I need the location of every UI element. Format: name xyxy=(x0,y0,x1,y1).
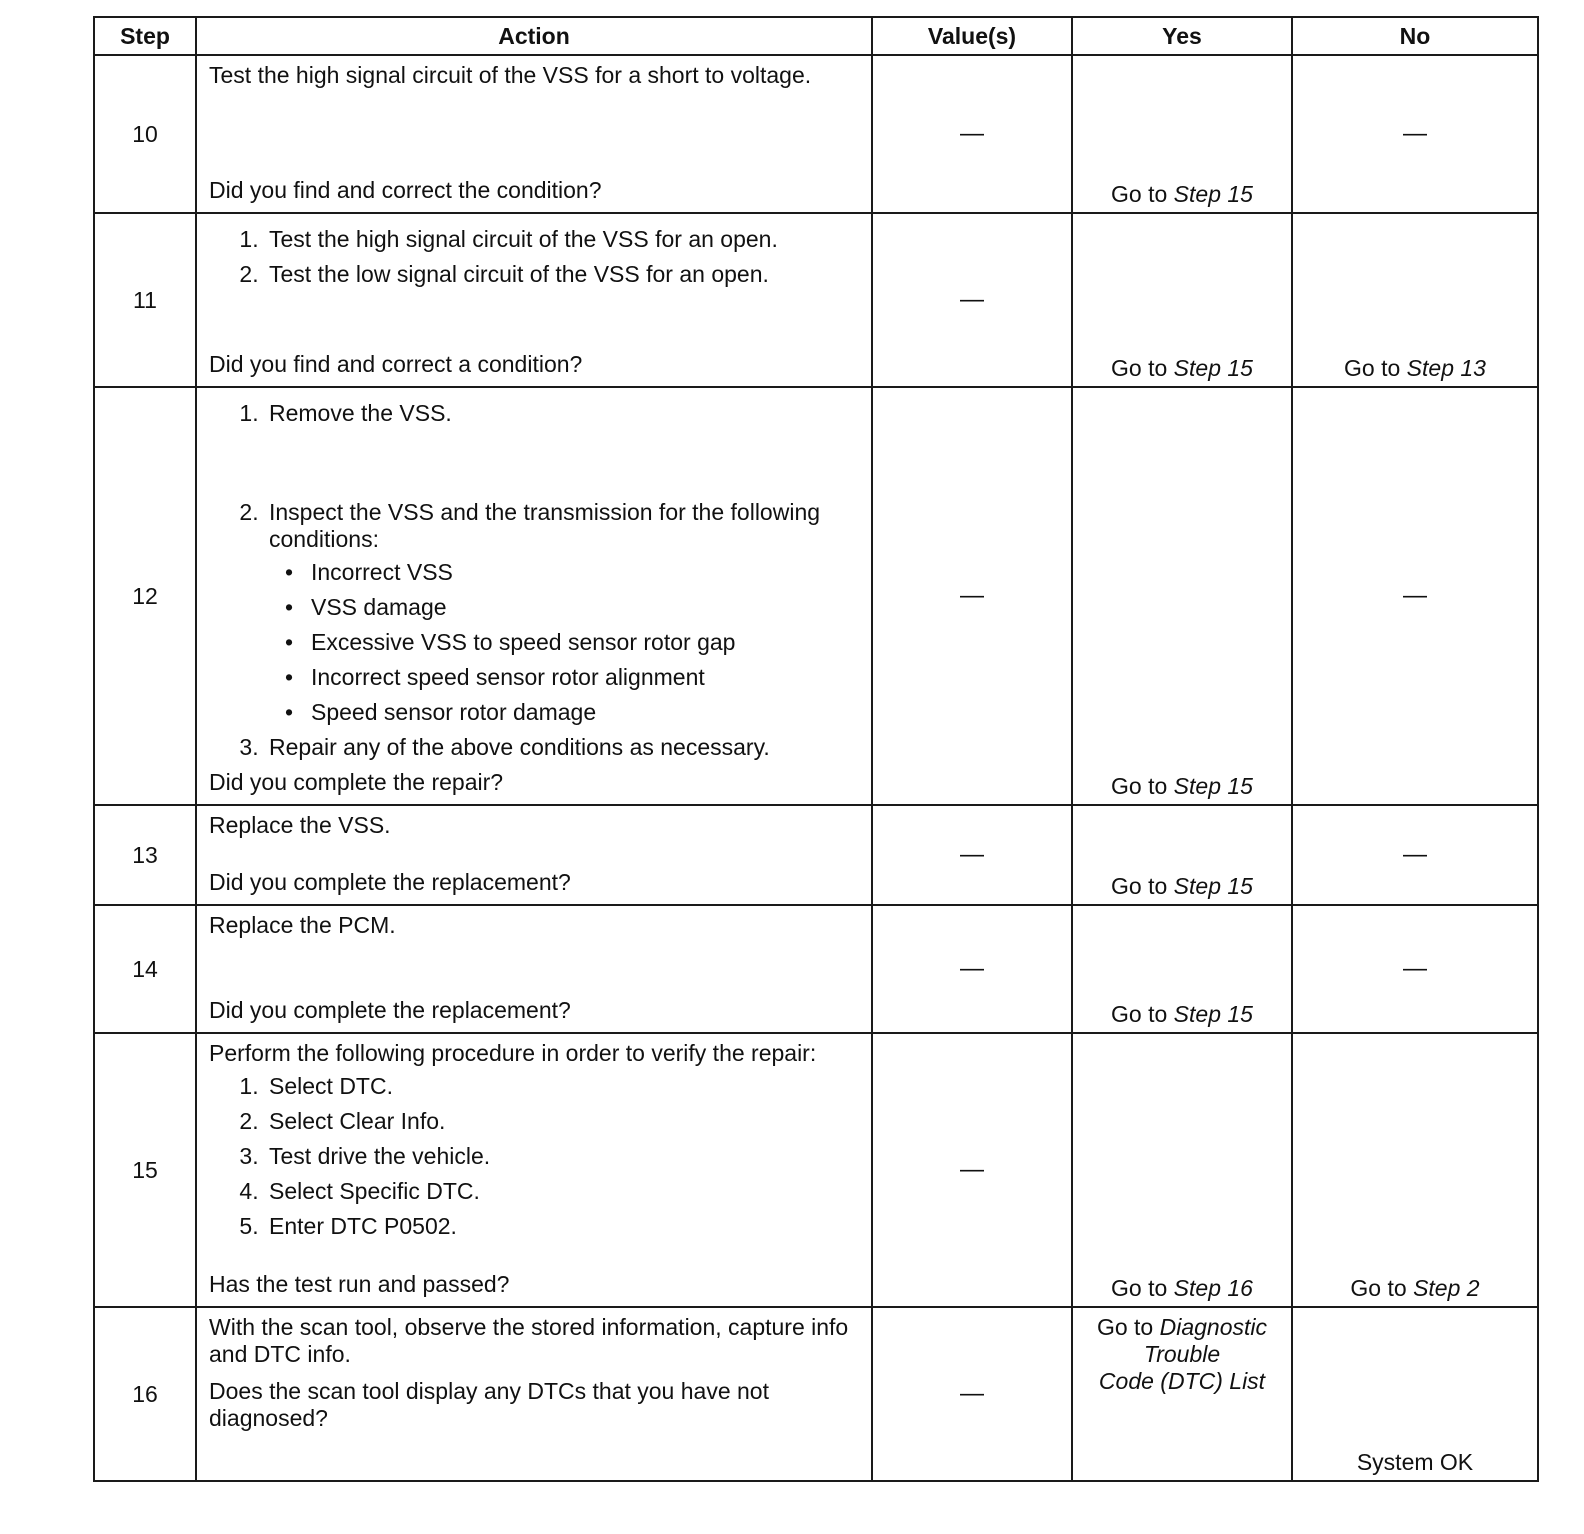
no-prefix: Go to xyxy=(1350,1275,1414,1301)
step-number: 12 xyxy=(94,387,196,805)
table-row-step-11 xyxy=(94,213,1538,387)
condition-item: • Excessive VSS to speed sensor rotor gap xyxy=(307,629,861,656)
list-item: 3. Test drive the vehicle. xyxy=(265,1143,861,1170)
yes-prefix: Go to xyxy=(1096,1314,1160,1340)
values-cell: — xyxy=(872,213,1072,387)
yes-cell[interactable] xyxy=(1072,1307,1292,1481)
condition-item: • Speed sensor rotor damage xyxy=(307,699,861,726)
table-row-step-13 xyxy=(94,805,1538,905)
list-item: 4. Select Specific DTC. xyxy=(265,1178,861,1205)
step-number: 10 xyxy=(94,55,196,213)
step-number: 15 xyxy=(94,1033,196,1307)
action-text: Replace the VSS. xyxy=(209,812,391,838)
no-cell[interactable] xyxy=(1292,1033,1538,1307)
table-row-step-16 xyxy=(94,1307,1538,1481)
yes-prefix: Go to xyxy=(1111,1001,1174,1027)
action-question: Did you find and correct a condition? xyxy=(209,351,583,377)
action-question: Does the scan tool display any DTCs that you have not diagnosed? xyxy=(209,1378,769,1431)
no-cell[interactable] xyxy=(1292,213,1538,387)
list-item: 2. Test the low signal circuit of the VSS for an open. xyxy=(265,261,861,288)
action-text: Replace the PCM. xyxy=(209,912,396,938)
condition-item: • VSS damage xyxy=(307,594,861,621)
action-question: Did you complete the repair? xyxy=(209,769,504,795)
no-cell: System OK xyxy=(1292,1307,1538,1481)
condition-item: • Incorrect VSS xyxy=(307,559,861,586)
action-cell xyxy=(196,805,872,905)
no-cell: — xyxy=(1292,55,1538,213)
action-list xyxy=(209,220,861,296)
header-values: Value(s) xyxy=(872,17,1072,55)
yes-cell[interactable] xyxy=(1072,387,1292,805)
yes-prefix: Go to xyxy=(1111,181,1174,207)
list-item: 5. Enter DTC P0502. xyxy=(265,1213,861,1240)
action-text: Test the high signal circuit of the VSS for a short to voltage. xyxy=(209,62,812,88)
no-prefix: Go to xyxy=(1344,355,1407,381)
yes-link[interactable]: Step 15 xyxy=(1173,355,1253,381)
header-no: No xyxy=(1292,17,1538,55)
table-row-step-15 xyxy=(94,1033,1538,1307)
no-link[interactable]: Step 2 xyxy=(1413,1275,1480,1301)
action-text: Perform the following procedure in order to verify the repair: xyxy=(209,1040,817,1066)
no-cell: — xyxy=(1292,905,1538,1033)
action-question: Did you find and correct the condition? xyxy=(209,177,602,203)
step-number: 16 xyxy=(94,1307,196,1481)
step-number: 11 xyxy=(94,213,196,387)
table-row-step-12 xyxy=(94,387,1538,805)
yes-link[interactable]: Diagnostic xyxy=(1159,1314,1268,1340)
list-item xyxy=(265,499,861,726)
list-item: 1. Remove the VSS. xyxy=(265,400,861,427)
header-row xyxy=(94,17,1538,55)
table-row-step-10 xyxy=(94,55,1538,213)
list-item: 2. Select Clear Info. xyxy=(265,1108,861,1135)
yes-cell[interactable] xyxy=(1072,1033,1292,1307)
yes-link[interactable]: Code (DTC) List xyxy=(1098,1368,1266,1394)
no-cell: — xyxy=(1292,805,1538,905)
yes-link[interactable]: Step 15 xyxy=(1173,773,1253,799)
list-item: 3. Repair any of the above conditions as necessary. xyxy=(265,734,861,761)
action-question: Did you complete the replacement? xyxy=(209,869,571,895)
values-cell: — xyxy=(872,1307,1072,1481)
action-list xyxy=(209,400,861,761)
values-cell: — xyxy=(872,805,1072,905)
yes-prefix: Go to xyxy=(1111,1275,1174,1301)
procedure-list xyxy=(209,1073,861,1240)
yes-link[interactable]: Step 15 xyxy=(1173,873,1253,899)
no-link[interactable]: Step 13 xyxy=(1406,355,1486,381)
header-step: Step xyxy=(94,17,196,55)
yes-prefix: Go to xyxy=(1111,773,1174,799)
values-cell: — xyxy=(872,1033,1072,1307)
action-question: Has the test run and passed? xyxy=(209,1271,510,1297)
list-item: 1. Test the high signal circuit of the VSS for an open. xyxy=(265,226,861,253)
header-yes: Yes xyxy=(1072,17,1292,55)
yes-link[interactable]: Step 15 xyxy=(1173,1001,1253,1027)
yes-cell[interactable] xyxy=(1072,213,1292,387)
list-item-text: Inspect the VSS and the transmission for the following conditions: xyxy=(269,499,821,552)
yes-cell[interactable] xyxy=(1072,805,1292,905)
yes-prefix: Go to xyxy=(1111,873,1174,899)
values-cell: — xyxy=(872,387,1072,805)
values-cell: — xyxy=(872,55,1072,213)
action-text: With the scan tool, observe the stored information, capture info and DTC info. xyxy=(209,1314,849,1367)
action-cell xyxy=(196,1307,872,1481)
condition-item: • Incorrect speed sensor rotor alignment xyxy=(307,664,861,691)
action-question: Did you complete the replacement? xyxy=(209,997,571,1023)
list-item: 1. Select DTC. xyxy=(265,1073,861,1100)
table-row-step-14 xyxy=(94,905,1538,1033)
action-cell xyxy=(196,213,872,387)
step-number: 14 xyxy=(94,905,196,1033)
values-cell: — xyxy=(872,905,1072,1033)
action-cell xyxy=(196,905,872,1033)
no-cell: — xyxy=(1292,387,1538,805)
action-cell xyxy=(196,1033,872,1307)
action-cell xyxy=(196,55,872,213)
step-number: 13 xyxy=(94,805,196,905)
yes-link[interactable]: Trouble xyxy=(1143,1341,1221,1367)
diagnostic-table xyxy=(93,16,1539,1482)
yes-link[interactable]: Step 16 xyxy=(1173,1275,1253,1301)
yes-cell[interactable] xyxy=(1072,55,1292,213)
yes-prefix: Go to xyxy=(1111,355,1174,381)
condition-list xyxy=(269,559,861,726)
header-action: Action xyxy=(196,17,872,55)
yes-link[interactable]: Step 15 xyxy=(1173,181,1253,207)
yes-cell[interactable] xyxy=(1072,905,1292,1033)
action-cell xyxy=(196,387,872,805)
